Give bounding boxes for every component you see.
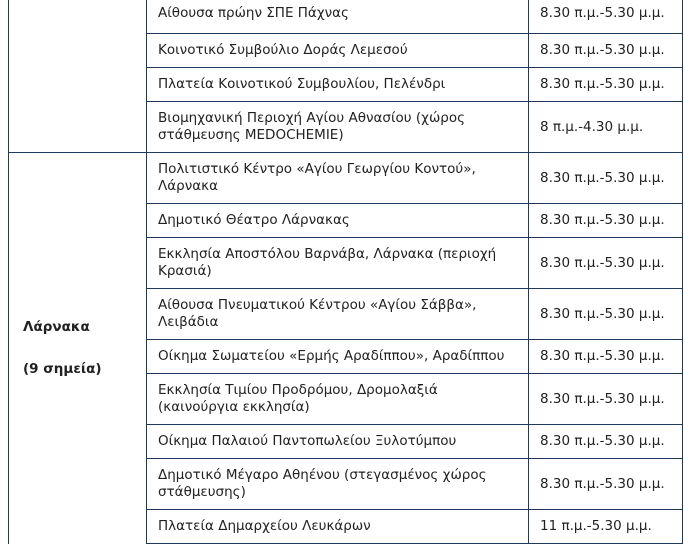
location-cell: Αίθουσα πρώην ΣΠΕ Πάχνας <box>147 0 529 34</box>
location-cell: Εκκλησία Τιμίου Προδρόμου, Δρομολαξιά (καινούργια εκκλησία) <box>147 374 529 425</box>
hours-cell: 8.30 π.μ.-5.30 μ.μ. <box>529 204 683 238</box>
location-cell: Εκκλησία Αποστόλου Βαρνάβα, Λάρνακα (περιοχή Κρασιά) <box>147 238 529 289</box>
hours-cell: 8.30 π.μ.-5.30 μ.μ. <box>529 34 683 68</box>
district-cell-continued <box>9 0 147 153</box>
hours-cell: 8.30 π.μ.-5.30 μ.μ. <box>529 153 683 204</box>
location-cell: Αίθουσα Πνευματικού Κέντρου «Αγίου Σάββα», Λειβάδια <box>147 289 529 340</box>
location-cell: Οίκημα Σωματείου «Ερμής Αραδίππου», Αραδίππου <box>147 340 529 374</box>
location-cell: Πολιτιστικό Κέντρο «Αγίου Γεωργίου Κοντού», Λάρνακα <box>147 153 529 204</box>
location-cell: Οίκημα Παλαιού Παντοπωλείου Ξυλοτύμπου <box>147 425 529 459</box>
district-cell <box>9 153 147 544</box>
table-row <box>9 0 683 34</box>
hours-cell: 8.30 π.μ.-5.30 μ.μ. <box>529 0 683 34</box>
hours-cell: 8 π.μ.-4.30 μ.μ. <box>529 102 683 153</box>
hours-cell: 8.30 π.μ.-5.30 μ.μ. <box>529 425 683 459</box>
location-cell: Βιομηχανική Περιοχή Αγίου Αθνασίου (χώρος στάθμευσης MEDOCHEMIE) <box>147 102 529 153</box>
district-point-count: (9 σημεία) <box>23 360 102 377</box>
hours-cell: 8.30 π.μ.-5.30 μ.μ. <box>529 238 683 289</box>
vaccination-points-table <box>8 0 683 544</box>
hours-cell: 8.30 π.μ.-5.30 μ.μ. <box>529 459 683 510</box>
hours-cell: 11 π.μ.-5.30 μ.μ. <box>529 510 683 544</box>
location-cell: Πλατεία Κοινοτικού Συμβουλίου, Πελένδρι <box>147 68 529 102</box>
location-cell: Πλατεία Δημαρχείου Λευκάρων <box>147 510 529 544</box>
hours-cell: 8.30 π.μ.-5.30 μ.μ. <box>529 68 683 102</box>
hours-cell: 8.30 π.μ.-5.30 μ.μ. <box>529 289 683 340</box>
hours-cell: 8.30 π.μ.-5.30 μ.μ. <box>529 374 683 425</box>
hours-cell: 8.30 π.μ.-5.30 μ.μ. <box>529 340 683 374</box>
location-cell: Κοινοτικό Συμβούλιο Δοράς Λεμεσού <box>147 34 529 68</box>
table-row <box>9 153 683 204</box>
district-name: Λάρνακα <box>23 318 90 335</box>
location-cell: Δημοτικό Θέατρο Λάρνακας <box>147 204 529 238</box>
location-cell: Δημοτικό Μέγαρο Αθηένου (στεγασμένος χώρος στάθμευσης) <box>147 459 529 510</box>
